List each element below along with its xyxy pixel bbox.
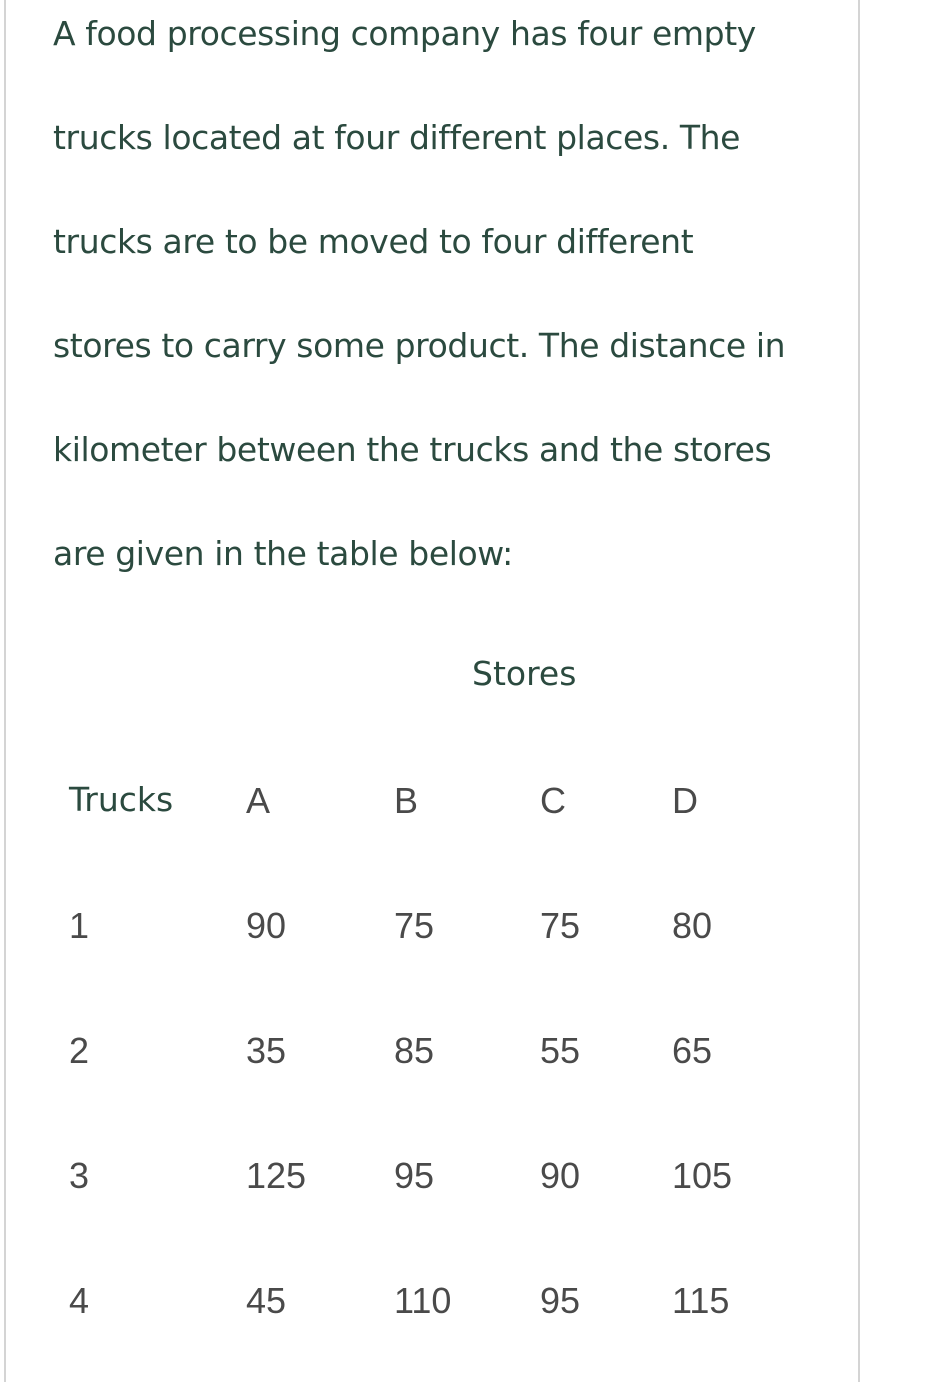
column-header-c: C <box>540 780 566 821</box>
table-cell: 90 <box>246 905 287 946</box>
truck-label: 1 <box>69 905 90 946</box>
table-cell: 115 <box>672 1280 730 1321</box>
stores-group-header: Stores <box>472 654 577 693</box>
problem-line: stores to carry some product. The distance in <box>53 326 786 365</box>
truck-label: 4 <box>69 1280 90 1321</box>
table-cell: 65 <box>672 1030 713 1071</box>
table-cell: 80 <box>672 905 713 946</box>
problem-line: kilometer between the trucks and the stores <box>53 430 772 469</box>
problem-line: trucks are to be moved to four different <box>53 222 694 261</box>
truck-label: 2 <box>69 1030 90 1071</box>
table-cell: 105 <box>672 1155 733 1196</box>
problem-line: are given in the table below: <box>53 534 513 573</box>
table-cell: 110 <box>394 1280 452 1321</box>
table-cell: 95 <box>394 1155 435 1196</box>
table-cell: 85 <box>394 1030 435 1071</box>
table-cell: 75 <box>540 905 581 946</box>
table-cell: 95 <box>540 1280 581 1321</box>
truck-label: 3 <box>69 1155 90 1196</box>
table-cell: 45 <box>246 1280 287 1321</box>
column-header-b: B <box>394 780 419 821</box>
table-cell: 125 <box>246 1155 307 1196</box>
problem-line: trucks located at four different places. The <box>53 118 741 157</box>
table-cell: 35 <box>246 1030 287 1071</box>
problem-line: A food processing company has four empty <box>53 14 756 53</box>
table-cell: 55 <box>540 1030 581 1071</box>
column-header-a: A <box>246 780 271 821</box>
table-cell: 75 <box>394 905 435 946</box>
column-header-d: D <box>672 780 698 821</box>
table-cell: 90 <box>540 1155 581 1196</box>
trucks-row-header: Trucks <box>69 780 174 819</box>
